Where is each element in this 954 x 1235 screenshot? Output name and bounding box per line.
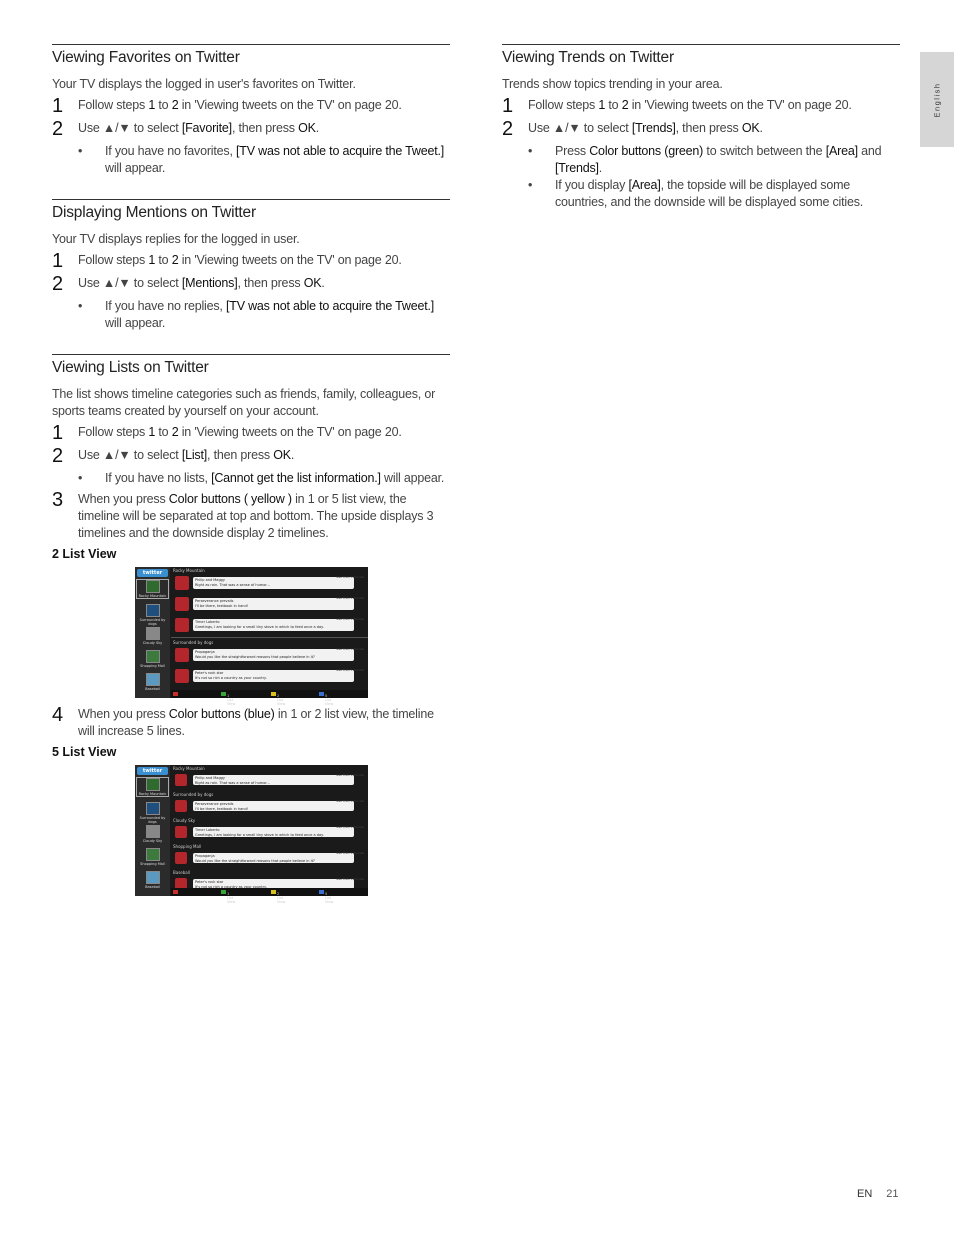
category-item: Baseball — [137, 871, 168, 889]
step-1 — [52, 252, 450, 270]
step-text: Follow steps 1 to 2 in 'Viewing tweets on the TV' on page 20. — [78, 425, 402, 439]
avatar — [175, 576, 189, 590]
step-text: Use ▲/▼ to select [Trends], then press OK. — [528, 121, 763, 135]
bullet-list — [78, 143, 450, 177]
category-item: Rocky Mountain — [137, 580, 168, 598]
category-item: Cloudy Sky — [137, 825, 168, 843]
step-1 — [502, 97, 900, 115]
step-number: 2 — [52, 273, 63, 295]
tweet-row — [173, 772, 366, 790]
tweet-bubble: Timer Loberto Greetings, I am looking for a small tiny stove in which to feed once a day. — [193, 827, 354, 837]
tweet-time: less than 1 minute — [336, 773, 364, 777]
step-text: When you press Color buttons ( yellow ) in 1 or 5 list view, the timeline will be separated at top and bottom. The upside displays 3 timelines and the downside display 2 timelines. — [78, 492, 434, 540]
divider — [171, 637, 368, 638]
tv-footer — [171, 690, 368, 706]
tv-screenshot-5-list-view — [135, 765, 368, 904]
language-tab: English — [920, 52, 954, 147]
tv-screenshot-2-list-view — [135, 567, 368, 706]
tweet-time: less than 1 minute — [336, 668, 364, 672]
tweet-bubble: Philip and Maggy Right as rain. That was a sense of humor... — [193, 577, 354, 589]
blue-button-hint: 5 List View — [319, 692, 325, 696]
avatar — [175, 826, 187, 838]
green-button-hint: 1 List View — [221, 692, 227, 696]
section-mentions — [52, 199, 450, 332]
subheading-5-list-view: 5 List View — [52, 745, 117, 759]
step-text: When you press Color buttons (blue) in 1 or 2 list view, the timeline will increase 5 lines. — [78, 707, 434, 738]
dog-icon — [146, 604, 160, 617]
avatar — [175, 597, 189, 611]
bullet-list — [78, 298, 450, 332]
step-2 — [52, 275, 450, 293]
tv-footer — [171, 888, 368, 904]
step-number: 1 — [52, 95, 63, 117]
tweet-time: less than 1 minute — [336, 877, 364, 881]
bullet-item: • If you display [Area], the topside will be displayed some countries, and the downside will be displayed some cities. — [528, 177, 900, 211]
tweet-row — [173, 574, 366, 594]
step-text: Follow steps 1 to 2 in 'Viewing tweets on the TV' on page 20. — [78, 253, 402, 267]
step-number: 3 — [52, 489, 63, 511]
tweet-row — [173, 850, 366, 868]
tweet-bubble: Propaganja Would you like the straightforward reasons that people believe in it? — [193, 853, 354, 863]
section-favorites — [52, 44, 450, 177]
tweet-time: less than 1 minute — [336, 851, 364, 855]
step-text: Use ▲/▼ to select [Mentions], then press OK. — [78, 276, 325, 290]
section-lists — [52, 354, 450, 904]
category-item: Rocky Mountain — [137, 778, 168, 796]
step-text: Use ▲/▼ to select [Favorite], then press OK. — [78, 121, 320, 135]
step-number: 1 — [502, 95, 513, 117]
tweet-row — [173, 667, 366, 687]
category-item: Cloudy Sky — [137, 627, 168, 645]
category-item: Baseball — [137, 673, 168, 691]
tweet-row — [173, 595, 366, 615]
tweet-row — [173, 824, 366, 842]
category-item: Surrounded by dogs — [137, 604, 168, 626]
section-intro: Your TV displays replies for the logged in user. — [52, 232, 300, 246]
tweet-time: less than 1 minute — [336, 617, 364, 621]
section-title: Viewing Lists on Twitter — [52, 359, 209, 376]
twitter-logo: twitter — [137, 569, 168, 577]
twitter-logo: twitter — [137, 767, 168, 775]
mall-icon — [146, 650, 160, 663]
category-item: Shopping Mall — [137, 650, 168, 668]
category-sidebar — [135, 765, 170, 896]
subheading-2-list-view: 2 List View — [52, 547, 117, 561]
bullet-item: • If you have no lists, [Cannot get the list information.] will appear. — [78, 470, 450, 487]
step-number: 1 — [52, 422, 63, 444]
group-label: Baseball — [173, 870, 190, 875]
group-label: Surrounded by dogs — [173, 640, 214, 645]
bullet-item: • Press Color buttons (green) to switch between the [Area] and [Trends]. — [528, 143, 900, 177]
tweet-bubble: Peter's rock star It's not so rich a country as your country. — [193, 879, 354, 889]
category-sidebar — [135, 567, 170, 698]
left-column — [52, 44, 450, 918]
tweet-time: less than 1 minute — [336, 596, 364, 600]
mountain-icon — [146, 778, 160, 791]
group-label: Shopping Mall — [173, 844, 202, 849]
section-title: Viewing Favorites on Twitter — [52, 49, 240, 66]
step-number: 2 — [52, 118, 63, 140]
tweet-time: less than 1 minute — [336, 825, 364, 829]
yellow-button-hint: 2 List View — [271, 692, 277, 696]
step-number: 1 — [52, 250, 63, 272]
tweet-row — [173, 646, 366, 666]
step-text: Follow steps 1 to 2 in 'Viewing tweets on the TV' on page 20. — [78, 98, 402, 112]
section-title: Displaying Mentions on Twitter — [52, 204, 256, 221]
bullet-item: • If you have no favorites, [TV was not able to acquire the Tweet.] will appear. — [78, 143, 450, 177]
cloud-icon — [146, 627, 160, 640]
tweet-time: less than 1 minute — [336, 575, 364, 579]
timeline-area — [171, 567, 368, 698]
step-2 — [52, 120, 450, 138]
step-number: 2 — [502, 118, 513, 140]
category-item: Surrounded by dogs — [137, 802, 168, 824]
step-number: 4 — [52, 704, 63, 726]
cloud-icon — [146, 825, 160, 838]
step-4 — [52, 706, 450, 740]
avatar — [175, 800, 187, 812]
tweet-time: less than 1 minute — [336, 647, 364, 651]
tweet-bubble: Peter's rock star It's not so rich a country as your country. — [193, 670, 354, 682]
blue-button-hint: 5 List View — [319, 890, 325, 894]
tweet-time: less than 1 minute — [336, 799, 364, 803]
step-1 — [52, 97, 450, 115]
step-text: Use ▲/▼ to select [List], then press OK. — [78, 448, 295, 462]
green-button-hint: 1 List View — [221, 890, 227, 894]
group-label: Rocky Mountain — [173, 568, 205, 573]
step-3 — [52, 491, 450, 542]
avatar — [175, 774, 187, 786]
timeline-area — [171, 765, 368, 896]
tweet-bubble: Propaganja Would you like the straightforward reasons that people believe in it? — [193, 649, 354, 661]
group-label: Rocky Mountain — [173, 766, 205, 771]
tweet-bubble: Perseverance prevails I'll be there, textbook in hand! — [193, 598, 354, 610]
avatar — [175, 648, 189, 662]
step-2 — [52, 447, 450, 465]
tweet-bubble: Timer Loberto Greetings, I am looking for a small tiny stove in which to feed once a day. — [193, 619, 354, 631]
step-2 — [502, 120, 900, 138]
page-number: 21 — [886, 1188, 899, 1200]
page-footer — [857, 1188, 899, 1200]
avatar — [175, 669, 189, 683]
tweet-row — [173, 798, 366, 816]
group-label: Cloudy Sky — [173, 818, 196, 823]
tweet-bubble: Perseverance prevails I'll be there, textbook in hand! — [193, 801, 354, 811]
section-intro: Your TV displays the logged in user's favorites on Twitter. — [52, 77, 356, 91]
dog-icon — [146, 802, 160, 815]
section-trends — [502, 44, 900, 211]
bullet-list — [528, 143, 900, 211]
mountain-icon — [146, 580, 160, 593]
red-button-hint — [173, 692, 179, 696]
bullet-item: • If you have no replies, [TV was not able to acquire the Tweet.] will appear. — [78, 298, 450, 332]
category-item: Shopping Mall — [137, 848, 168, 866]
baseball-icon — [146, 871, 160, 884]
mall-icon — [146, 848, 160, 861]
language-code: EN — [857, 1188, 873, 1200]
step-1 — [52, 424, 450, 442]
tweet-bubble: Philip and Maggy Right as rain. That was a sense of humor... — [193, 775, 354, 785]
yellow-button-hint: 2 List View — [271, 890, 277, 894]
baseball-icon — [146, 673, 160, 686]
section-title: Viewing Trends on Twitter — [502, 49, 674, 66]
red-button-hint — [173, 890, 179, 894]
section-intro: The list shows timeline categories such as friends, family, colleagues, or sports teams created by yourself on your account. — [52, 387, 436, 418]
group-label: Surrounded by dogs — [173, 792, 214, 797]
section-intro: Trends show topics trending in your area. — [502, 77, 723, 91]
step-text: Follow steps 1 to 2 in 'Viewing tweets on the TV' on page 20. — [528, 98, 852, 112]
step-number: 2 — [52, 445, 63, 467]
bullet-list — [78, 470, 450, 487]
avatar — [175, 852, 187, 864]
right-column — [502, 44, 900, 233]
tweet-row — [173, 616, 366, 636]
avatar — [175, 618, 189, 632]
